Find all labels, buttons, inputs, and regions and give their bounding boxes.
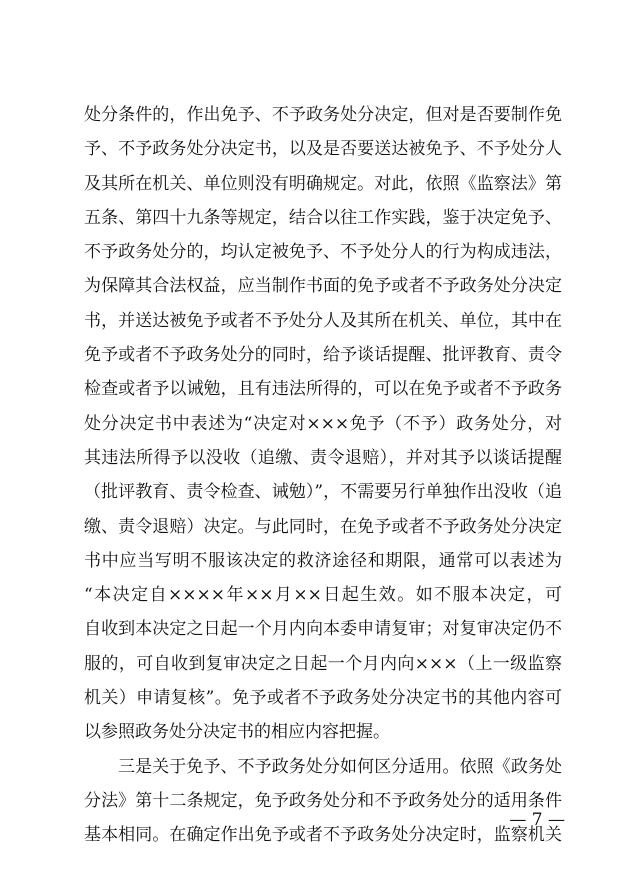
text-line: 免予或者不予政务处分的同时，给予谈话提醒、批评教育、责令	[84, 345, 562, 366]
paragraph-end-line: 以参照政务处分决定书的相应内容把握。	[84, 722, 390, 743]
paragraph-start-line: 三是关于免予、不予政务处分如何区分适用。依照《政务处	[118, 756, 562, 777]
text-line: 自收到本决定之日起一个月内向本委申请复审；对复审决定仍不	[84, 619, 562, 640]
text-line: 处分条件的，作出免予、不予政务处分决定，但对是否要制作免	[84, 105, 562, 125]
text-line: （批评教育、责令检查、诫勉）”，不需要另行单独作出没收（追	[84, 482, 562, 503]
text-line: 基本相同。在确定作出免予或者不予政务处分决定时，监察机关	[84, 825, 562, 846]
text-line: “本决定自××××年××月××日起生效。如不服本决定，可	[84, 585, 562, 606]
text-line: 五条、第四十九条等规定，结合以往工作实践，鉴于决定免予、	[84, 207, 562, 228]
text-line: 书，并送达被免予或者不予处分人及其所在机关、单位，其中在	[84, 310, 562, 331]
text-line: 缴、责令退赔）决定。与此同时，在免予或者不予政务处分决定	[84, 516, 562, 537]
text-line: 及其所在机关、单位则没有明确规定。对此，依照《监察法》第	[84, 173, 562, 194]
body-text	[84, 98, 562, 853]
page-number: — 7 —	[509, 810, 565, 830]
text-line: 不予政务处分的，均认定被免予、不予处分人的行为构成违法，	[84, 242, 562, 263]
text-line: 其违法所得予以没收（追缴、责令退赔），并对其予以谈话提醒	[84, 447, 562, 468]
text-line: 予、不予政务处分决定书，以及是否要送达被免予、不予处分人	[84, 139, 562, 160]
text-line: 分法》第十二条规定，免予政务处分和不予政务处分的适用条件	[84, 790, 562, 811]
text-line: 处分决定书中表述为“决定对×××免予（不予）政务处分，对	[84, 413, 562, 434]
text-line: 服的，可自收到复审决定之日起一个月内向×××（上一级监察	[84, 653, 562, 674]
text-line: 机关）申请复核”。免予或者不予政务处分决定书的其他内容可	[84, 688, 562, 709]
text-line: 检查或者予以诫勉，且有违法所得的，可以在免予或者不予政务	[84, 379, 562, 400]
text-line: 为保障其合法权益，应当制作书面的免予或者不予政务处分决定	[84, 276, 562, 297]
text-line: 书中应当写明不服该决定的救济途径和期限，通常可以表述为	[84, 550, 562, 571]
